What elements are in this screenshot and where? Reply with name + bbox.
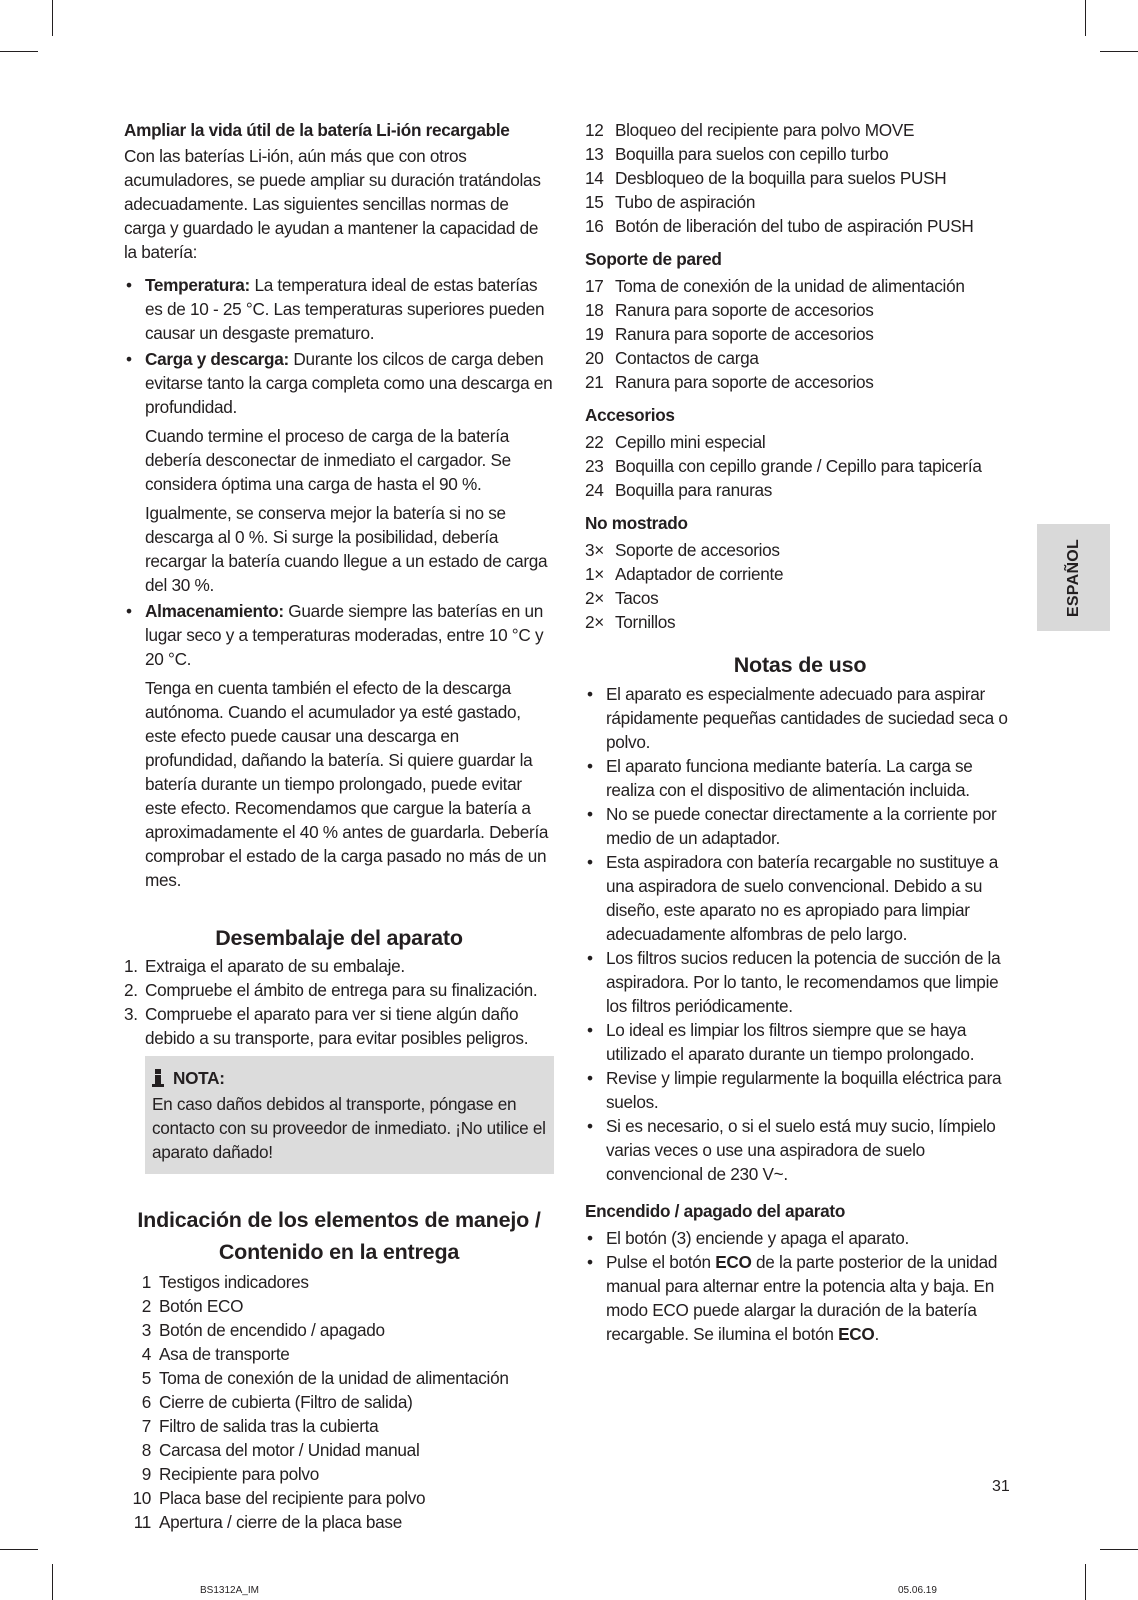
not-shown-item [585, 538, 1015, 562]
usage-item: • Revise y limpie regularmente la boquilla eléctrica para suelos. [585, 1066, 1015, 1114]
usage-item: • No se puede conectar directamente a la corriente por medio de un adaptador. [585, 802, 1015, 850]
item-text: Recipiente para polvo [159, 1464, 319, 1484]
item-number: 9 [141, 1464, 151, 1484]
item-number: 2× [585, 588, 604, 608]
controls-heading-line: Indicación de los elementos de manejo / [137, 1208, 541, 1232]
item-text: Botón de liberación del tubo de aspiración PUSH [615, 216, 974, 236]
control-item [124, 1318, 554, 1342]
item-number: 22 [585, 432, 604, 452]
controls-list [124, 1270, 554, 1534]
crop-mark [52, 0, 53, 36]
control-item [585, 142, 1015, 166]
item-text: Botón de encendido / apagado [159, 1320, 385, 1340]
control-item [124, 1414, 554, 1438]
control-item [124, 1486, 554, 1510]
eco-label: ECO [838, 1324, 875, 1344]
item-text: Contactos de carga [615, 348, 759, 368]
item-text: Tubo de aspiración [615, 192, 756, 212]
note-box [145, 1056, 554, 1174]
tip-charge [124, 347, 554, 419]
accessories-heading: Accesorios [585, 405, 675, 425]
wall-heading: Soporte de pared [585, 249, 722, 269]
item-number: 12 [585, 120, 604, 140]
not-shown-item [585, 610, 1015, 634]
language-tab-label: ESPAÑOL [1064, 538, 1082, 617]
wall-item [585, 298, 1015, 322]
wall-item [585, 274, 1015, 298]
crop-mark [1100, 51, 1138, 52]
battery-tips [124, 273, 554, 419]
usage-item: • Esta aspiradora con batería recargable no sustituye a una aspiradora de suelo convencional. Debido a su diseño, este aparato no es apropiado para limpiar adecuadamente alfombras de pelo largo. [585, 850, 1015, 946]
usage-item: • Si es necesario, o si el suelo está muy sucio, límpielo varias veces o use una aspiradora de suelo convencional de 230 V~. [585, 1114, 1015, 1186]
battery-tips-2 [124, 599, 554, 671]
control-item [585, 190, 1015, 214]
item-number: 2 [141, 1296, 151, 1316]
tip-label: Carga y descarga: [145, 349, 289, 369]
control-item [585, 214, 1015, 238]
item-number: 1 [141, 1272, 151, 1292]
item-text: Cierre de cubierta (Filtro de salida) [159, 1392, 413, 1412]
crop-mark [52, 1564, 53, 1600]
wall-list [585, 274, 1015, 394]
control-item [124, 1462, 554, 1486]
controls-list-continued [585, 118, 1015, 238]
not-shown-item [585, 562, 1015, 586]
item-text: Desbloqueo de la boquilla para suelos PUSH [615, 168, 947, 188]
footer-code: BS1312A_IM [200, 1585, 259, 1596]
item-text: Carcasa del motor / Unidad manual [159, 1440, 420, 1460]
item-number: 10 [132, 1488, 151, 1508]
crop-mark [1100, 1549, 1138, 1550]
item-text: Toma de conexión de la unidad de alimentación [159, 1368, 509, 1388]
eco-label: ECO [715, 1252, 752, 1272]
crop-mark [1085, 0, 1086, 36]
control-item [124, 1366, 554, 1390]
control-item [124, 1438, 554, 1462]
item-text: Compruebe el ámbito de entrega para su finalización. [145, 980, 538, 1000]
battery-intro: Con las baterías Li-ión, aún más que con otros acumuladores, se puede ampliar su duración tratándolas adecuadamente. Las siguientes sencillas normas de carga y guardado le ayudan a mantener la capacidad de la batería: [124, 146, 541, 262]
item-number: 3. [124, 1004, 138, 1024]
tip-text: La temperatura ideal de estas baterías es de 10 - 25 °C. Las temperaturas superiores pueden causar un desgaste prematuro. [145, 275, 545, 343]
item-number: 4 [141, 1344, 151, 1364]
onoff-text: Pulse el botón [606, 1252, 716, 1272]
not-shown-heading: No mostrado [585, 513, 688, 533]
item-number: 8 [141, 1440, 151, 1460]
unpack-step [124, 954, 554, 978]
control-item [585, 118, 1015, 142]
not-shown-list [585, 538, 1015, 634]
item-text: Boquilla para suelos con cepillo turbo [615, 144, 889, 164]
item-text: Tornillos [615, 612, 676, 632]
onoff-heading: Encendido / apagado del aparato [585, 1201, 846, 1221]
item-text: Bloqueo del recipiente para polvo MOVE [615, 120, 915, 140]
control-item [124, 1342, 554, 1366]
tip-storage [124, 599, 554, 671]
item-number: 3 [141, 1320, 151, 1340]
item-text: Cepillo mini especial [615, 432, 766, 452]
charge-paragraph: Igualmente, se conserva mejor la batería si no se descarga al 0 %. Si surge la posibilidad, debería recargar la batería cuando llegue a un estado de carga del 30 %. [145, 503, 548, 595]
note-title-text: NOTA: [173, 1068, 225, 1088]
wall-item [585, 370, 1015, 394]
control-item [585, 166, 1015, 190]
note-title [152, 1066, 546, 1090]
item-number: 1. [124, 956, 138, 976]
item-number: 17 [585, 276, 604, 296]
onoff-list [585, 1226, 1015, 1346]
item-number: 7 [141, 1416, 151, 1436]
storage-paragraph: Tenga en cuenta también el efecto de la descarga autónoma. Cuando el acumulador ya esté gastado, este efecto puede causar una descarga en profundidad, dañando la batería. Si quiere guardar la batería durante un tiempo prolongado, puede evitar este efecto. Recomendamos que cargue la batería a aproximadamente el 40 % antes de guardarla. Debería comprobar el estado de la carga pasado no más de un mes. [145, 678, 549, 890]
item-text: Toma de conexión de la unidad de alimentación [615, 276, 965, 296]
item-number: 13 [585, 144, 604, 164]
crop-mark [1085, 1564, 1086, 1600]
tip-text: Durante los cilcos de carga deben evitarse tanto la carga completa como una descarga en profundidad. [145, 349, 553, 417]
usage-list [585, 682, 1015, 1186]
item-text: Boquilla con cepillo grande / Cepillo para tapicería [615, 456, 982, 476]
note-text: En caso daños debidos al transporte, póngase en contacto con su proveedor de inmediato. ¡No utilice el aparato dañado! [152, 1094, 546, 1162]
control-item [124, 1390, 554, 1414]
page-number: 31 [992, 1478, 1010, 1495]
onoff-text: . [874, 1324, 879, 1344]
item-text: Apertura / cierre de la placa base [159, 1512, 402, 1532]
item-text: Compruebe el aparato para ver si tiene algún daño debido a su transporte, para evitar posibles peligros. [145, 1004, 529, 1048]
crop-mark [0, 1549, 38, 1550]
left-column [124, 118, 554, 1534]
item-number: 23 [585, 456, 604, 476]
item-text: Soporte de accesorios [615, 540, 780, 560]
usage-heading: Notas de uso [733, 653, 867, 677]
control-item [124, 1510, 554, 1534]
not-shown-item [585, 586, 1015, 610]
controls-heading-line: Contenido en la entrega [218, 1240, 460, 1264]
item-number: 14 [585, 168, 604, 188]
item-number: 16 [585, 216, 604, 236]
item-number: 5 [141, 1368, 151, 1388]
tip-text: Guarde siempre las baterías en un lugar seco y a temperaturas moderadas, entre 10 °C y 20 °C. [145, 601, 544, 669]
onoff-item [585, 1250, 1015, 1346]
usage-item: • El aparato funciona mediante batería. La carga se realiza con el dispositivo de alimentación incluida. [585, 754, 1015, 802]
unpack-step [124, 978, 554, 1002]
item-number: 24 [585, 480, 604, 500]
footer-date: 05.06.19 [898, 1585, 937, 1596]
tip-label: Almacenamiento: [145, 601, 284, 621]
control-item [124, 1294, 554, 1318]
item-number: 18 [585, 300, 604, 320]
crop-mark [0, 51, 38, 52]
item-number: 21 [585, 372, 604, 392]
item-text: Filtro de salida tras la cubierta [159, 1416, 379, 1436]
item-number: 20 [585, 348, 604, 368]
language-tab [1037, 524, 1110, 631]
usage-item: • Lo ideal es limpiar los filtros siempre que se haya utilizado el aparato durante un tiempo prolongado. [585, 1018, 1015, 1066]
accessories-list [585, 430, 1015, 502]
charge-paragraph: Cuando termine el proceso de carga de la batería debería desconectar de inmediato el cargador. Se considera óptima una carga de hasta el 90 %. [145, 426, 511, 494]
item-text: Testigos indicadores [159, 1272, 309, 1292]
onoff-item: • El botón (3) enciende y apaga el aparato. [585, 1226, 1015, 1250]
accessory-item [585, 430, 1015, 454]
accessory-item [585, 478, 1015, 502]
tip-temperature [124, 273, 554, 345]
item-text: Asa de transporte [159, 1344, 290, 1364]
item-text: Tacos [615, 588, 659, 608]
tip-label: Temperatura: [145, 275, 250, 295]
item-number: 6 [141, 1392, 151, 1412]
usage-item: • Los filtros sucios reducen la potencia de succión de la aspiradora. Por lo tanto, le recomendamos que limpie los filtros periódicamente. [585, 946, 1015, 1018]
item-number: 3× [585, 540, 604, 560]
wall-item [585, 346, 1015, 370]
item-number: 15 [585, 192, 604, 212]
unpack-heading: Desembalaje del aparato [215, 926, 463, 950]
item-number: 19 [585, 324, 604, 344]
item-text: Boquilla para ranuras [615, 480, 773, 500]
wall-item [585, 322, 1015, 346]
usage-item: • El aparato es especialmente adecuado para aspirar rápidamente pequeñas cantidades de suciedad seca o polvo. [585, 682, 1015, 754]
item-number: 1× [585, 564, 604, 584]
item-text: Placa base del recipiente para polvo [159, 1488, 426, 1508]
item-number: 2. [124, 980, 138, 1000]
accessory-item [585, 454, 1015, 478]
battery-heading: Ampliar la vida útil de la batería Li-ión recargable [124, 120, 510, 140]
item-number: 11 [133, 1512, 151, 1532]
unpack-step [124, 1002, 554, 1050]
onoff-text: de la parte posterior de la unidad manual para alternar entre la potencia alta y baja. En modo ECO puede alargar la duración de la batería recargable. Se ilumina el botón [606, 1252, 998, 1344]
item-text: Adaptador de corriente [615, 564, 784, 584]
item-text: Extraiga el aparato de su embalaje. [145, 956, 405, 976]
item-text: Ranura para soporte de accesorios [615, 324, 874, 344]
item-number: 2× [585, 612, 604, 632]
unpack-steps [124, 954, 554, 1050]
control-item [124, 1270, 554, 1294]
item-text: Botón ECO [159, 1296, 244, 1316]
item-text: Ranura para soporte de accesorios [615, 372, 874, 392]
right-column [585, 118, 1015, 1346]
controls-heading [124, 1204, 554, 1268]
info-icon [152, 1069, 164, 1087]
item-text: Ranura para soporte de accesorios [615, 300, 874, 320]
